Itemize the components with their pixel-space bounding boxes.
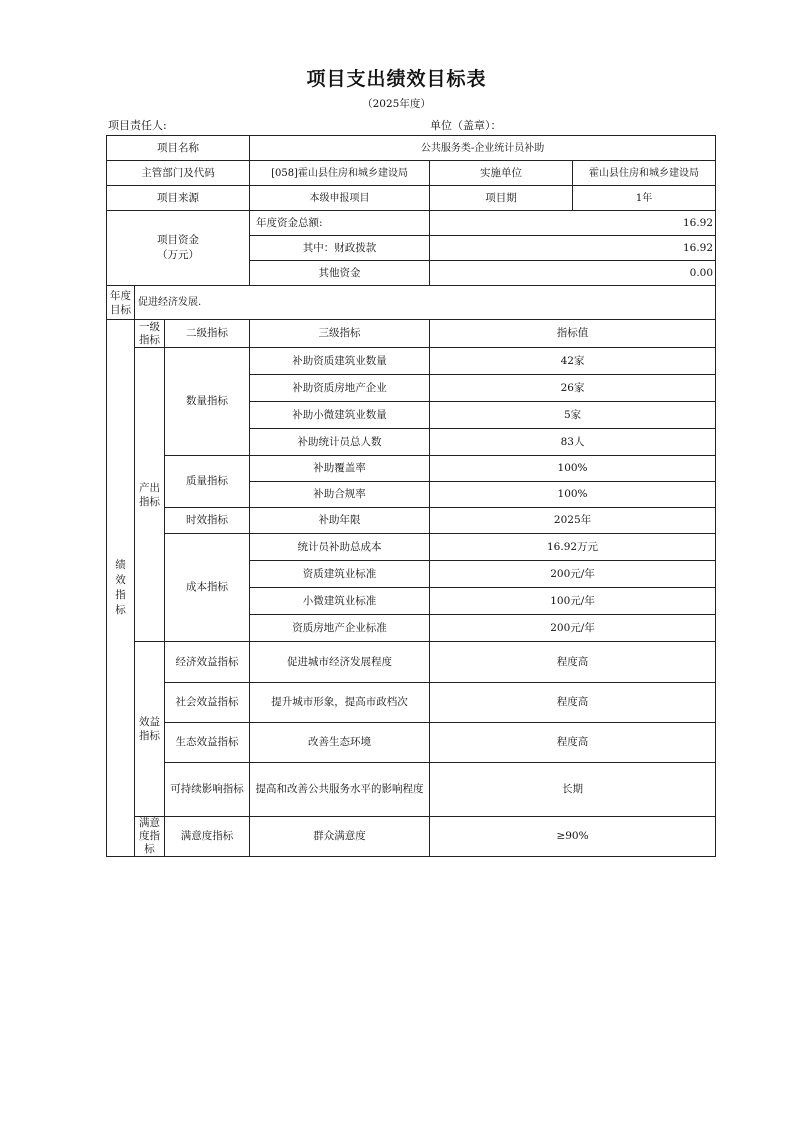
fund-total-value: 16.92: [430, 211, 716, 236]
table-row: [107, 348, 716, 375]
indicator-name: 提升城市形象，提高市政档次: [250, 683, 430, 723]
indicator-name: 小微建筑业标准: [250, 588, 430, 615]
row-annual-goal: [107, 286, 716, 320]
table-row: [107, 683, 716, 723]
performance-indicator-label: 绩 效 指 标: [107, 320, 135, 857]
indicator-value: 16.92万元: [430, 534, 716, 561]
benefit-level2: 经济效益指标: [165, 642, 250, 683]
indicator-name: 补助统计员总人数: [250, 429, 430, 456]
indicator-name: 群众满意度: [250, 817, 430, 857]
page-title: 项目支出绩效目标表: [306, 68, 487, 90]
indicator-name: 补助年限: [250, 508, 430, 534]
project-period-value: 1年: [573, 186, 716, 211]
table-row: [107, 642, 716, 683]
project-name-label: 项目名称: [107, 136, 250, 161]
indicator-value: 程度高: [430, 683, 716, 723]
table-row: [107, 723, 716, 763]
fund-fiscal-label: 其中：财政拨款: [250, 236, 430, 261]
table-row: [107, 508, 716, 534]
fund-other-value: 0.00: [430, 261, 716, 286]
row-project-name: [107, 136, 716, 161]
indicator-name: 补助覆盖率: [250, 456, 430, 482]
indicator-value: 程度高: [430, 723, 716, 763]
project-name-value: 公共服务类-企业统计员补助: [250, 136, 716, 161]
cost-indicator-label: 成本指标: [165, 534, 250, 642]
indicator-name: 促进城市经济发展程度: [250, 642, 430, 683]
quantity-indicator-label: 数量指标: [165, 348, 250, 456]
indicator-value: 100%: [430, 456, 716, 482]
benefit-indicator-label: 效益 指标: [135, 642, 165, 817]
indicator-value: 长期: [430, 763, 716, 817]
department-label: 主管部门及代码: [107, 161, 250, 186]
indicator-value: 42家: [430, 348, 716, 375]
indicator-name: 补助资质建筑业数量: [250, 348, 430, 375]
row-department: [107, 161, 716, 186]
indicator-name: 补助资质房地产企业: [250, 375, 430, 402]
row-fund-total: [107, 211, 716, 236]
row-source: [107, 186, 716, 211]
indicator-value: 2025年: [430, 508, 716, 534]
unit-seal-label: 单位（盖章）：: [430, 119, 502, 132]
benefit-level2: 社会效益指标: [165, 683, 250, 723]
header-value: 指标值: [430, 320, 716, 348]
satisfaction-indicator-label: 满意 度指 标: [135, 817, 165, 857]
header-level2: 二级指标: [165, 320, 250, 348]
indicator-value: 26家: [430, 375, 716, 402]
table-row: [107, 763, 716, 817]
performance-goal-table: [106, 135, 716, 857]
indicator-name: 补助合规率: [250, 482, 430, 508]
annual-goal-label: 年度 目标: [107, 286, 135, 320]
implementing-unit-value: 霍山县住房和城乡建设局: [573, 161, 716, 186]
indicator-value: 5家: [430, 402, 716, 429]
implementing-unit-label: 实施单位: [430, 161, 573, 186]
fund-total-label: 年度资金总额:: [250, 211, 430, 236]
indicator-name: 资质建筑业标准: [250, 561, 430, 588]
indicator-value: 100元/年: [430, 588, 716, 615]
project-source-value: 本级申报项目: [250, 186, 430, 211]
benefit-level2: 生态效益指标: [165, 723, 250, 763]
indicator-value: 200元/年: [430, 561, 716, 588]
project-source-label: 项目来源: [107, 186, 250, 211]
time-indicator-label: 时效指标: [165, 508, 250, 534]
table-row: [107, 534, 716, 561]
indicator-value: 程度高: [430, 642, 716, 683]
satisfaction-level2: 满意度指标: [165, 817, 250, 857]
fund-other-label: 其他资金: [250, 261, 430, 286]
indicator-name: 提高和改善公共服务水平的影响程度: [250, 763, 430, 817]
department-value: [058]霍山县住房和城乡建设局: [250, 161, 430, 186]
project-period-label: 项目期: [430, 186, 573, 211]
annual-goal-value: 促进经济发展.: [135, 286, 716, 320]
header-level1: 一级 指标: [135, 320, 165, 348]
indicator-name: 资质房地产企业标准: [250, 615, 430, 642]
indicator-value: 83人: [430, 429, 716, 456]
output-indicator-label: 产出 指标: [135, 348, 165, 642]
fund-fiscal-value: 16.92: [430, 236, 716, 261]
responsible-person-label: 项目责任人:: [108, 119, 167, 132]
quality-indicator-label: 质量指标: [165, 456, 250, 508]
table-row: [107, 456, 716, 482]
indicator-name: 补助小微建筑业数量: [250, 402, 430, 429]
indicator-value: ≥90%: [430, 817, 716, 857]
indicator-value: 100%: [430, 482, 716, 508]
header-level3: 三级指标: [250, 320, 430, 348]
indicator-name: 统计员补助总成本: [250, 534, 430, 561]
table-row: [107, 817, 716, 857]
fiscal-year: （2025年度）: [362, 98, 431, 110]
row-indicator-header: [107, 320, 716, 348]
benefit-level2: 可持续影响指标: [165, 763, 250, 817]
indicator-value: 200元/年: [430, 615, 716, 642]
indicator-name: 改善生态环境: [250, 723, 430, 763]
project-fund-label: 项目资金 （万元）: [107, 211, 250, 286]
